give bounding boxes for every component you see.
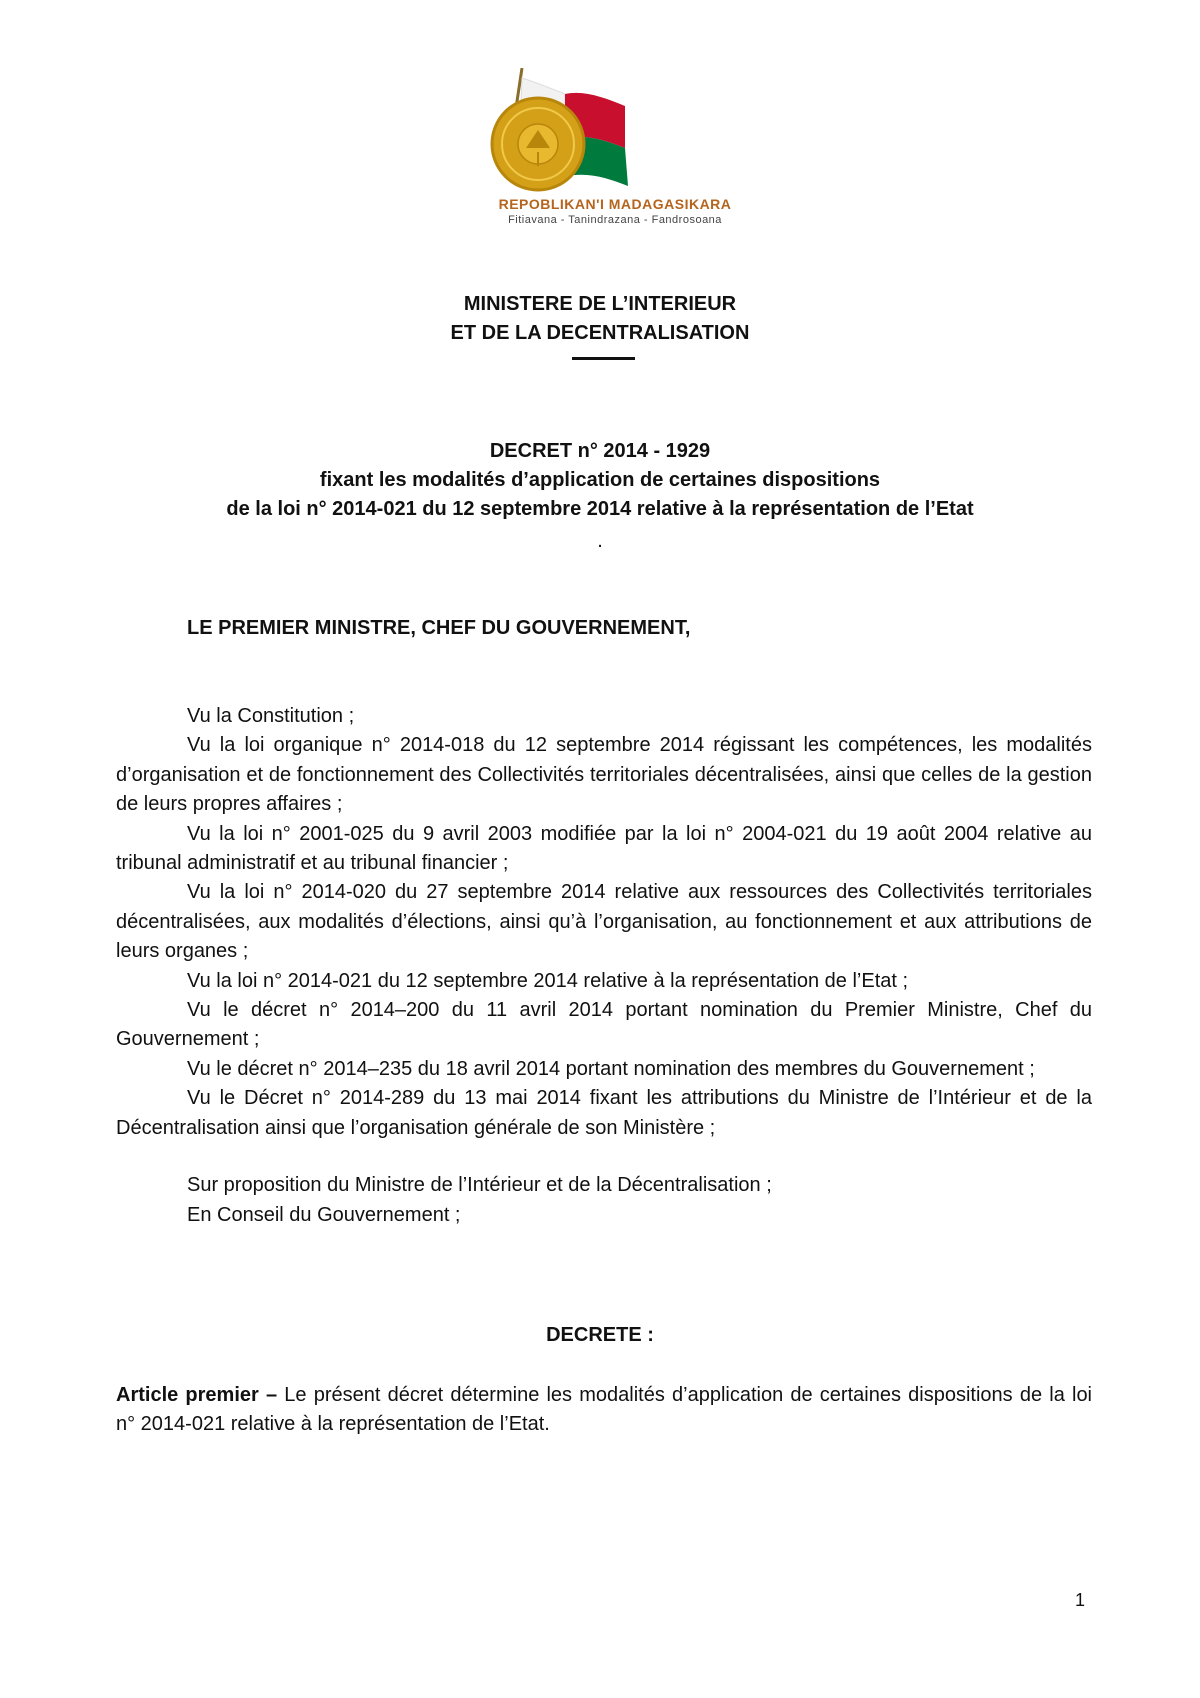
republic-emblem bbox=[470, 68, 760, 233]
ministry-divider bbox=[572, 357, 635, 360]
emblem-title: REPOBLIKAN'I MADAGASIKARA bbox=[498, 196, 732, 212]
proposal-item: En Conseil du Gouvernement ; bbox=[187, 1203, 461, 1226]
decree-title-line-1: fixant les modalités d’application de certaines dispositions bbox=[319, 469, 881, 491]
madagascar-flag-seal-icon bbox=[470, 68, 760, 196]
ministry-line-1: MINISTERE DE L’INTERIEUR bbox=[463, 293, 737, 315]
decree-title-line-2: de la loi n° 2014-021 du 12 septembre 2014 relative à la représentation de l’Etat bbox=[226, 498, 974, 520]
decree-heading bbox=[0, 437, 1200, 524]
consideration-item: Vu la Constitution ; bbox=[187, 705, 355, 727]
article-label: Article premier – bbox=[116, 1384, 278, 1406]
consideration-item: Vu la loi organique n° 2014-018 du 12 septembre 2014 régissant les compétences, les modalités d’organisation et de fonctionnement des Collectivités territoriales décentralisées, ainsi que celles de la gestion de leurs propres affaires ; bbox=[116, 734, 1092, 816]
ministry-line-2: ET DE LA DECENTRALISATION bbox=[450, 322, 750, 344]
consideration-item: Vu le décret n° 2014–235 du 18 avril 2014 portant nomination des membres du Gouvernement ; bbox=[187, 1057, 1035, 1080]
consideration-item: Vu la loi n° 2014-020 du 27 septembre 2014 relative aux ressources des Collectivités territoriales décentralisées, aux modalités d’élections, ainsi qu’à l’organisation, au fonctionnement et aux attributions de leurs organes ; bbox=[116, 881, 1092, 963]
emblem-motto: Fitiavana - Tanindrazana - Fandrosoana bbox=[508, 214, 722, 226]
consideration-item: Vu la loi n° 2014-021 du 12 septembre 2014 relative à la représentation de l’Etat ; bbox=[187, 969, 909, 992]
authority-heading: LE PREMIER MINISTRE, CHEF DU GOUVERNEMENT, bbox=[187, 617, 691, 639]
decree-dot: . bbox=[597, 530, 603, 552]
consideration-item: Vu le Décret n° 2014-289 du 13 mai 2014 fixant les attributions du Ministre de l’Intérieur et de la Décentralisation ainsi que l’organisation générale de son Ministère ; bbox=[116, 1087, 1092, 1139]
ministry-heading bbox=[0, 290, 1200, 348]
article-premier bbox=[116, 1381, 1092, 1440]
considerations-block bbox=[116, 702, 1092, 1230]
proposal-item: Sur proposition du Ministre de l’Intérieur et de la Décentralisation ; bbox=[187, 1174, 772, 1197]
consideration-item: Vu la loi n° 2001-025 du 9 avril 2003 modifiée par la loi n° 2004-021 du 19 août 2004 relative au tribunal administratif et au tribunal financier ; bbox=[116, 822, 1092, 875]
decree-number: DECRET n° 2014 - 1929 bbox=[489, 440, 711, 462]
decrete-heading: DECRETE : bbox=[546, 1324, 654, 1346]
consideration-item: Vu le décret n° 2014–200 du 11 avril 2014 portant nomination du Premier Ministre, Chef du Gouvernement ; bbox=[116, 999, 1092, 1051]
article-text: Le présent décret détermine les modalités d’application de certaines dispositions de la loi n° 2014-021 relative à la représentation de l’Etat. bbox=[116, 1384, 1093, 1436]
page-number: 1 bbox=[1075, 1590, 1086, 1610]
